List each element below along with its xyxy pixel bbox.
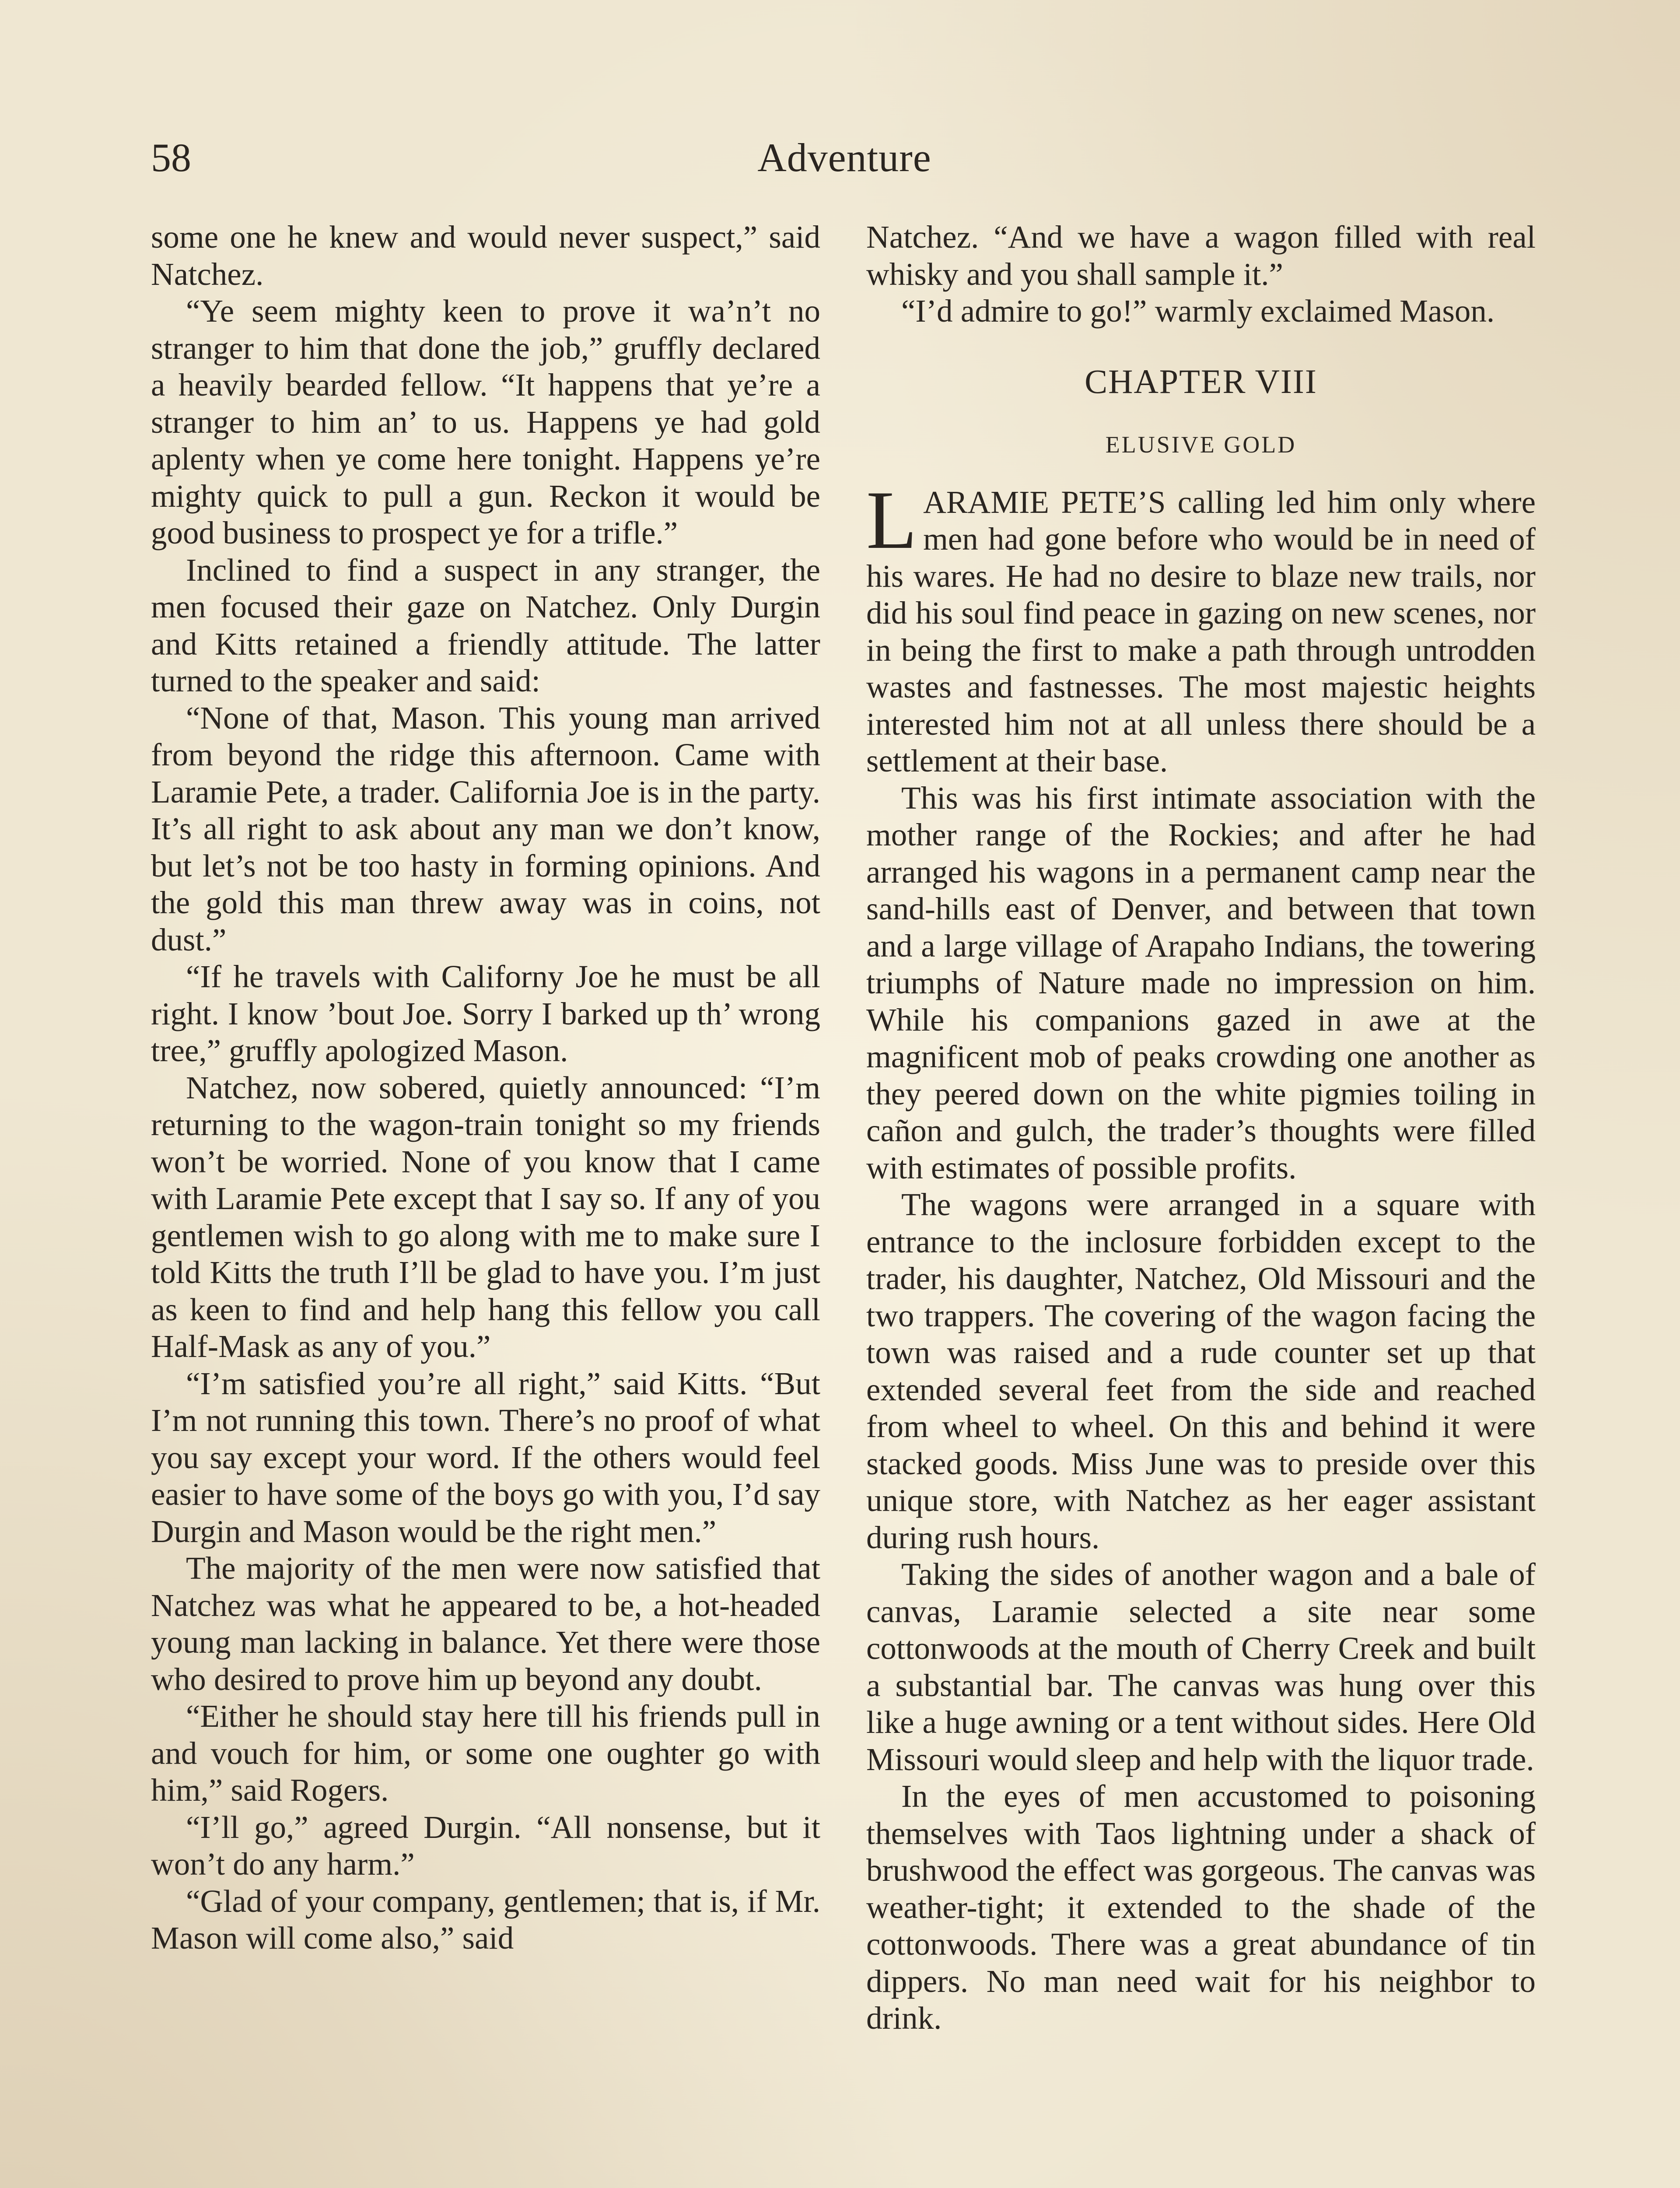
right-column — [866, 219, 1536, 2037]
paragraph: Inclined to find a suspect in any stranger, the men focused their gaze on Natchez. Only Durgin and Kitts retained a friendly attitude. The latter turned to the speaker and said: — [151, 552, 820, 698]
paragraph: “I’d admire to go!” warmly exclaimed Mason. — [901, 293, 1495, 329]
paragraph: “Either he should stay here till his friends pull in and vouch for him, or some one oughter go with him,” said Rogers. — [151, 1698, 820, 1808]
paragraph: Natchez, now sobered, quietly announced: “I’m returning to the wagon-train tonight so my friends won’t be worried. None of you know that I came with Laramie Pete except that I say so. If any of you gentlemen wish to go along with me to make sure I told Kitts the truth I’ll be glad to have you. I’m just as keen to find and help hang this fellow you call Half-Mask as any of you.” — [151, 1069, 820, 1364]
running-title: Adventure — [757, 135, 931, 180]
paragraph: “None of that, Mason. This young man arrived from beyond the ridge this afternoon. Came with Laramie Pete, a trader. California Joe is in the party. It’s all right to ask about any man we don’t know, but let’s not be too hasty in forming opinions. And the gold this man threw away was in coins, not dust.” — [151, 700, 820, 957]
paragraph: “Ye seem mighty keen to prove it wa’n’t no stranger to him that done the job,” gruffly declared a heavily bearded fellow. “It happens that ye’re a stranger to him an’ to us. Happens ye had gold aplenty when ye come here tonight. Happens ye’re mighty quick to pull a gun. Reckon it would be good business to prospect ye for a trifle.” — [151, 293, 820, 551]
paragraph: Natchez. “And we have a wagon filled with real whisky and you shall sample it.” — [866, 219, 1536, 292]
left-column — [151, 219, 820, 1957]
chapter-opening-paragraph — [866, 474, 1536, 780]
chapter-subtitle: ELUSIVE GOLD — [1105, 431, 1297, 458]
page-header — [151, 127, 1538, 188]
paragraph: “I’ll go,” agreed Durgin. “All nonsense, but it won’t do any harm.” — [151, 1809, 820, 1882]
paragraph: The majority of the men were now satisfied that Natchez was what he appeared to be, a hot-headed young man lacking in balance. Yet there were those who desired to prove him up beyond any doubt. — [151, 1550, 820, 1697]
chapter-heading: CHAPTER VIII — [1085, 362, 1317, 400]
paragraph: In the eyes of men accustomed to poisoning themselves with Taos lightning under a shack of brushwood the effect was gorgeous. The canvas was weather-tight; it extended to the shade of the cottonwoods. There was a great abundance of tin dippers. No man need wait for his neighbor to drink. — [866, 1778, 1536, 2036]
drop-cap: L — [866, 474, 917, 566]
paragraph: Taking the sides of another wagon and a bale of canvas, Laramie selected a site near some cottonwoods at the mouth of Cherry Creek and built a substantial bar. The canvas was hung over this like a huge awning or a tent without sides. Here Old Missouri would sleep and help with the liquor trade. — [866, 1557, 1536, 1777]
paragraph: The wagons were arranged in a square with entrance to the inclosure forbidden except to the trader, his daughter, Natchez, Old Missouri and the two trappers. The covering of the wagon facing the town was raised and a rude counter set up that extended several feet from the side and reached from wheel to wheel. On this and behind it were stacked goods. Miss June was to preside over this unique store, with Natchez as her eager assistant during rush hours. — [866, 1187, 1536, 1555]
page-number: 58 — [151, 135, 191, 180]
paragraph: “I’m satisfied you’re all right,” said Kitts. “But I’m not running this town. There’s no proof of what you say except your word. If the others would feel easier to have some of the boys go with you, I’d say Durgin and Mason would be the right men.” — [151, 1365, 820, 1549]
paragraph: This was his first intimate association with the mother range of the Rockies; and after he had arranged his wagons in a permanent camp near the sand-hills east of Denver, and between that town and a large village of Arapaho Indians, the towering triumphs of Nature made no impression on him. While his companions gazed in awe at the magnificent mob of peaks crowding one another as they peered down on the white pigmies toiling in cañon and gulch, the trader’s thoughts were filled with estimates of possible profits. — [866, 780, 1536, 1185]
paragraph: some one he knew and would never suspect,” said Natchez. — [151, 219, 820, 292]
paragraph: “Glad of your company, gentlemen; that is, if Mr. Mason will come also,” said — [151, 1883, 820, 1956]
paragraph: “If he travels with Californy Joe he must be all right. I know ’bout Joe. Sorry I barked up th’ wrong tree,” gruffly apologized Mason. — [151, 959, 820, 1068]
opening-text: ARAMIE PETE’S calling led him only where men had gone before who would be in need of his wares. He had no desire to blaze new trails, nor did his soul find peace in gazing on new scenes, nor in being the first to make a path through untrodden wastes and fastnesses. The most majestic heights interested him not at all unless there should be a settlement at their base. — [866, 484, 1536, 778]
